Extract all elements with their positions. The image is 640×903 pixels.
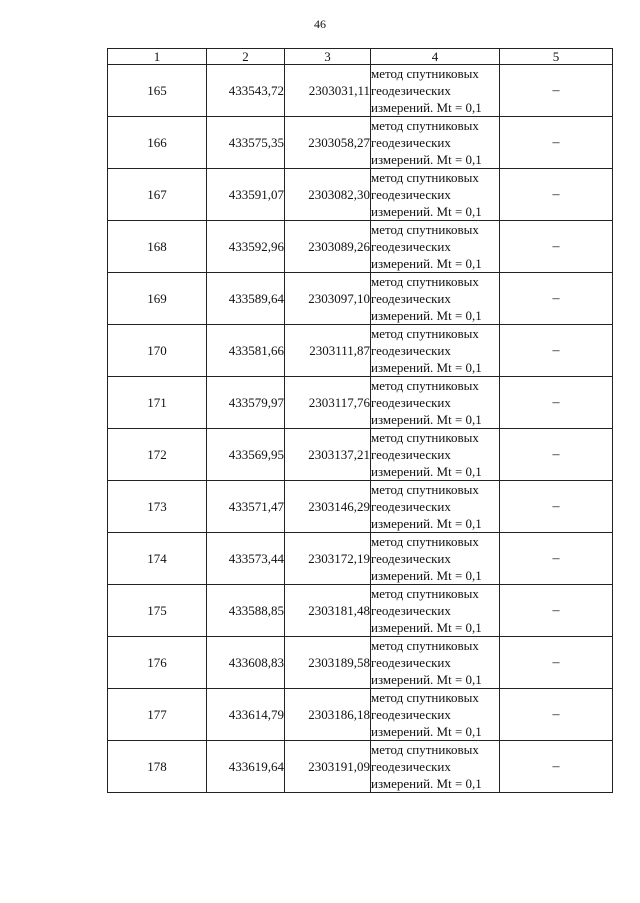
method-line: метод спутниковых xyxy=(371,378,479,393)
note-cell: – xyxy=(500,741,613,793)
point-number: 168 xyxy=(108,221,207,273)
method-line: геодезических xyxy=(371,187,451,202)
method-cell xyxy=(371,585,500,637)
coordinate-y: 2303058,27 xyxy=(285,117,371,169)
method-cell xyxy=(371,169,500,221)
table-row xyxy=(108,689,613,741)
method-cell xyxy=(371,65,500,117)
note-cell: – xyxy=(500,637,613,689)
note-cell: – xyxy=(500,221,613,273)
method-line: геодезических xyxy=(371,655,451,670)
note-cell: – xyxy=(500,377,613,429)
method-cell xyxy=(371,221,500,273)
coordinates-table xyxy=(107,48,613,793)
table-row xyxy=(108,117,613,169)
coordinate-x: 433614,79 xyxy=(207,689,285,741)
method-line: измерений. Mt = 0,1 xyxy=(371,256,482,271)
note-cell: – xyxy=(500,117,613,169)
method-cell xyxy=(371,325,500,377)
table-row xyxy=(108,429,613,481)
table-body xyxy=(108,65,613,793)
method-line: измерений. Mt = 0,1 xyxy=(371,516,482,531)
method-cell xyxy=(371,117,500,169)
coordinate-x: 433573,44 xyxy=(207,533,285,585)
method-line: измерений. Mt = 0,1 xyxy=(371,620,482,635)
method-line: метод спутниковых xyxy=(371,742,479,757)
note-cell: – xyxy=(500,169,613,221)
coordinate-x: 433543,72 xyxy=(207,65,285,117)
coordinate-x: 433619,64 xyxy=(207,741,285,793)
column-header: 4 xyxy=(371,49,500,65)
coordinate-x: 433608,83 xyxy=(207,637,285,689)
method-line: измерений. Mt = 0,1 xyxy=(371,152,482,167)
method-line: измерений. Mt = 0,1 xyxy=(371,204,482,219)
point-number: 173 xyxy=(108,481,207,533)
point-number: 166 xyxy=(108,117,207,169)
coordinate-y: 2303172,19 xyxy=(285,533,371,585)
note-cell: – xyxy=(500,325,613,377)
method-line: геодезических xyxy=(371,759,451,774)
coordinate-y: 2303189,58 xyxy=(285,637,371,689)
table-row xyxy=(108,741,613,793)
method-line: геодезических xyxy=(371,395,451,410)
point-number: 176 xyxy=(108,637,207,689)
method-line: геодезических xyxy=(371,551,451,566)
method-line: метод спутниковых xyxy=(371,430,479,445)
coordinate-x: 433592,96 xyxy=(207,221,285,273)
coordinate-y: 2303117,76 xyxy=(285,377,371,429)
coordinate-y: 2303146,29 xyxy=(285,481,371,533)
method-cell xyxy=(371,481,500,533)
note-cell: – xyxy=(500,533,613,585)
coordinate-x: 433569,95 xyxy=(207,429,285,481)
coordinate-y: 2303031,11 xyxy=(285,65,371,117)
point-number: 169 xyxy=(108,273,207,325)
table-row xyxy=(108,221,613,273)
method-line: геодезических xyxy=(371,291,451,306)
note-cell: – xyxy=(500,689,613,741)
note-cell: – xyxy=(500,585,613,637)
method-line: геодезических xyxy=(371,499,451,514)
method-line: метод спутниковых xyxy=(371,690,479,705)
coordinate-y: 2303186,18 xyxy=(285,689,371,741)
coordinate-y: 2303111,87 xyxy=(285,325,371,377)
method-line: измерений. Mt = 0,1 xyxy=(371,776,482,791)
point-number: 178 xyxy=(108,741,207,793)
point-number: 165 xyxy=(108,65,207,117)
method-cell xyxy=(371,377,500,429)
method-cell xyxy=(371,741,500,793)
coordinate-x: 433588,85 xyxy=(207,585,285,637)
coordinate-y: 2303097,10 xyxy=(285,273,371,325)
table-row xyxy=(108,65,613,117)
method-line: геодезических xyxy=(371,447,451,462)
method-line: измерений. Mt = 0,1 xyxy=(371,308,482,323)
page-number: 46 xyxy=(314,17,326,31)
method-cell xyxy=(371,273,500,325)
method-line: метод спутниковых xyxy=(371,638,479,653)
point-number: 177 xyxy=(108,689,207,741)
method-line: измерений. Mt = 0,1 xyxy=(371,464,482,479)
point-number: 174 xyxy=(108,533,207,585)
coordinate-x: 433579,97 xyxy=(207,377,285,429)
column-header: 5 xyxy=(500,49,613,65)
coordinate-y: 2303181,48 xyxy=(285,585,371,637)
method-line: измерений. Mt = 0,1 xyxy=(371,360,482,375)
table-header xyxy=(108,49,613,65)
method-line: геодезических xyxy=(371,135,451,150)
coordinate-y: 2303137,21 xyxy=(285,429,371,481)
table-row xyxy=(108,533,613,585)
coordinate-x: 433581,66 xyxy=(207,325,285,377)
method-cell xyxy=(371,689,500,741)
coordinate-x: 433575,35 xyxy=(207,117,285,169)
table-row xyxy=(108,585,613,637)
method-line: метод спутниковых xyxy=(371,274,479,289)
coordinate-y: 2303082,30 xyxy=(285,169,371,221)
method-line: метод спутниковых xyxy=(371,222,479,237)
method-cell xyxy=(371,429,500,481)
note-cell: – xyxy=(500,429,613,481)
method-cell xyxy=(371,637,500,689)
method-line: измерений. Mt = 0,1 xyxy=(371,100,482,115)
note-cell: – xyxy=(500,273,613,325)
point-number: 167 xyxy=(108,169,207,221)
method-line: метод спутниковых xyxy=(371,482,479,497)
method-line: геодезических xyxy=(371,239,451,254)
method-line: метод спутниковых xyxy=(371,118,479,133)
method-cell xyxy=(371,533,500,585)
method-line: измерений. Mt = 0,1 xyxy=(371,672,482,687)
table-row xyxy=(108,169,613,221)
point-number: 175 xyxy=(108,585,207,637)
method-line: метод спутниковых xyxy=(371,170,479,185)
table-row xyxy=(108,637,613,689)
method-line: геодезических xyxy=(371,603,451,618)
header-row xyxy=(108,49,613,65)
coordinate-x: 433571,47 xyxy=(207,481,285,533)
method-line: метод спутниковых xyxy=(371,326,479,341)
method-line: метод спутниковых xyxy=(371,586,479,601)
method-line: метод спутниковых xyxy=(371,66,479,81)
method-line: измерений. Mt = 0,1 xyxy=(371,568,482,583)
column-header: 2 xyxy=(207,49,285,65)
coordinate-x: 433589,64 xyxy=(207,273,285,325)
coordinate-x: 433591,07 xyxy=(207,169,285,221)
method-line: метод спутниковых xyxy=(371,534,479,549)
method-line: измерений. Mt = 0,1 xyxy=(371,412,482,427)
coordinate-y: 2303089,26 xyxy=(285,221,371,273)
table-row xyxy=(108,481,613,533)
column-header: 3 xyxy=(285,49,371,65)
table-row xyxy=(108,273,613,325)
method-line: геодезических xyxy=(371,707,451,722)
table-row xyxy=(108,325,613,377)
note-cell: – xyxy=(500,65,613,117)
point-number: 170 xyxy=(108,325,207,377)
method-line: измерений. Mt = 0,1 xyxy=(371,724,482,739)
point-number: 171 xyxy=(108,377,207,429)
column-header: 1 xyxy=(108,49,207,65)
point-number: 172 xyxy=(108,429,207,481)
method-line: геодезических xyxy=(371,343,451,358)
table-row xyxy=(108,377,613,429)
coordinate-y: 2303191,09 xyxy=(285,741,371,793)
method-line: геодезических xyxy=(371,83,451,98)
note-cell: – xyxy=(500,481,613,533)
